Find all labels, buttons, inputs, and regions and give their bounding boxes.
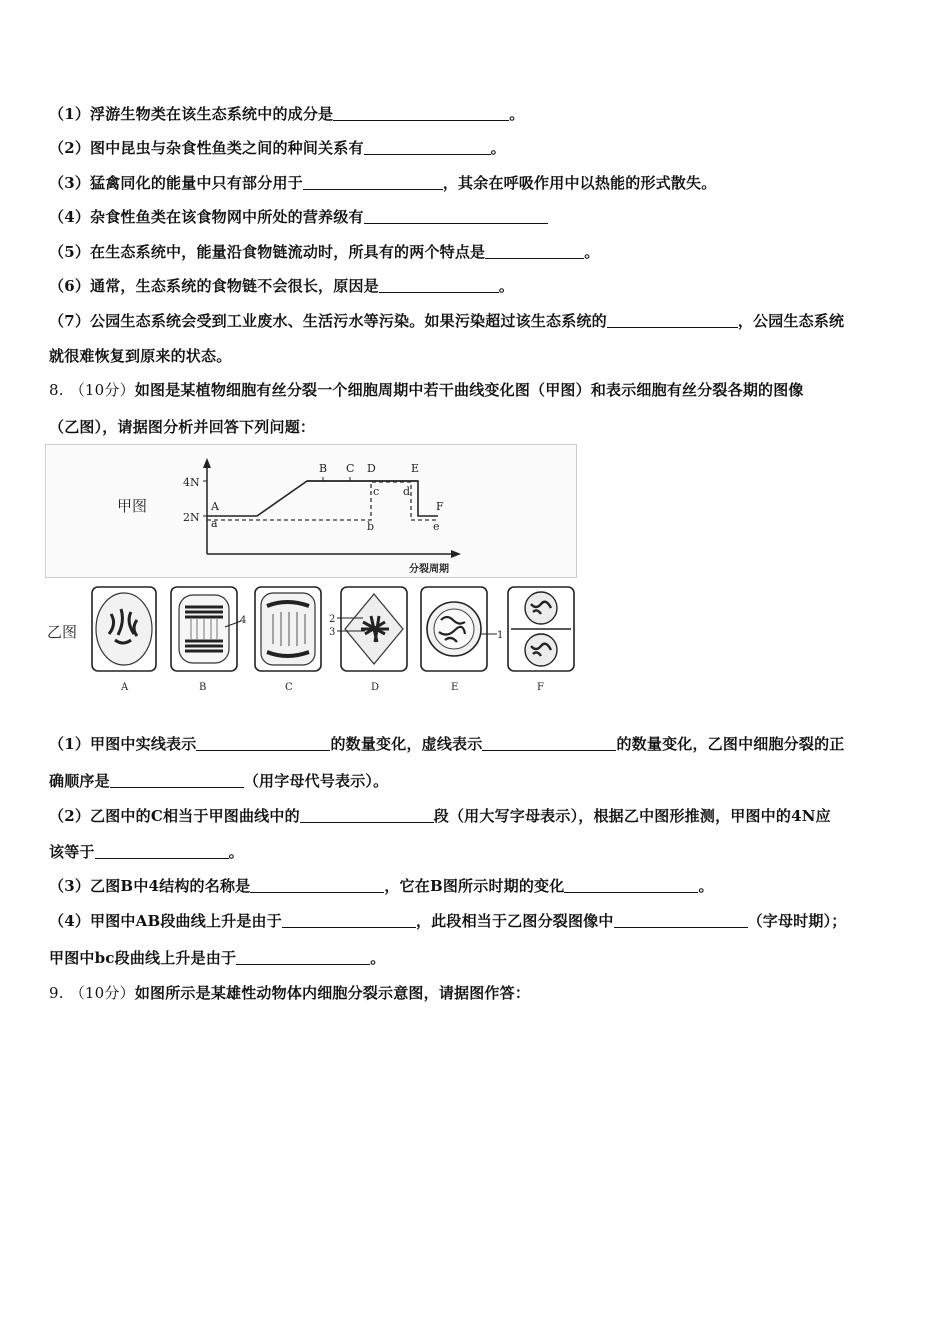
structure-3: 3: [329, 627, 336, 638]
y-tick-2n: 2N: [183, 511, 200, 524]
cell-label-B: B: [199, 682, 207, 693]
answer-blank[interactable]: [482, 736, 616, 751]
point-B: B: [319, 462, 328, 475]
x-axis-label: 分裂周期: [409, 564, 449, 575]
answer-blank[interactable]: [485, 244, 584, 259]
q9-stem: 9. （10分）如图所示是某雄性动物体内细胞分裂示意图，请据图作答：: [49, 984, 531, 1002]
cell-A: [92, 587, 156, 671]
point-b: b: [367, 520, 375, 533]
q7-part-4: （4）杂食性鱼类在该食物网中所处的营养级有: [49, 206, 548, 227]
q7-part-1-text: （1）浮游生物类在该生态系统中的成分是: [49, 105, 334, 123]
answer-blank[interactable]: [379, 278, 499, 293]
point-A: A: [211, 500, 219, 513]
point-C: C: [346, 462, 355, 475]
q8-part-1-cont: 确顺序是 （用字母代号表示）。: [49, 772, 389, 790]
q8-part-1: （1）甲图中实线表示 的数量变化，虚线表示 的数量变化，乙图中细胞分裂的正: [49, 735, 845, 753]
q7-part-1: （1）浮游生物类在该生态系统中的成分是 。: [49, 105, 525, 123]
q7-part-6: （6）通常，生态系统的食物链不会很长，原因是 。: [49, 277, 515, 295]
answer-blank[interactable]: [614, 913, 748, 928]
point-c: c: [373, 485, 380, 498]
cell-C: [255, 587, 321, 671]
cell-label-C: C: [285, 682, 293, 693]
answer-blank[interactable]: [364, 140, 491, 155]
answer-blank[interactable]: [607, 313, 738, 328]
answer-blank[interactable]: [364, 209, 548, 224]
q8-part-4: （4）甲图中AB段曲线上升是由于 ，此段相当于乙图分裂图像中 （字母时期）；: [49, 912, 847, 930]
cell-F: [508, 587, 574, 671]
answer-blank[interactable]: [236, 950, 370, 965]
structure-2: 2: [329, 614, 336, 625]
cell-B: [171, 587, 241, 671]
q7-part-3: （3）猛禽同化的能量中只有部分用于 ，其余在呼吸作用中以热能的形式散失。: [49, 174, 717, 192]
point-E: E: [411, 462, 420, 475]
answer-blank[interactable]: [110, 773, 244, 788]
point-a: a: [211, 517, 218, 530]
q7-part-7-cont: 就很难恢复到原来的状态。: [49, 347, 232, 365]
q8-part-2: （2）乙图中的C相当于甲图曲线中的 段（用大写字母表示），根据乙中图形推测，甲图中的4N应: [49, 807, 831, 825]
q8-stem-cont: （乙图），请据图分析并回答下列问题：: [49, 418, 316, 436]
answer-blank[interactable]: [282, 913, 416, 928]
point-F: F: [436, 500, 444, 513]
cell-label-E: E: [451, 682, 459, 693]
cell-D: [341, 587, 407, 671]
q8-part-3: （3）乙图B中4结构的名称是 ，它在B图所示时期的变化 。: [49, 877, 714, 895]
answer-blank[interactable]: [564, 878, 698, 893]
q8-score: （10分）: [69, 381, 135, 399]
answer-blank[interactable]: [95, 844, 229, 859]
q7-part-2: （2）图中昆虫与杂食性鱼类之间的种间关系有 。: [49, 139, 506, 157]
cell-division-figure: [45, 444, 580, 699]
point-D: D: [367, 462, 376, 475]
q9-number: 9.: [49, 984, 64, 1002]
q8-stem: 8. （10分）如图是某植物细胞有丝分裂一个细胞周期中若干曲线变化图（甲图）和表示细胞有丝分裂各期的图像: [49, 381, 804, 399]
q8-part-4-cont: 甲图中bc段曲线上升是由于 。: [49, 949, 386, 967]
y-tick-4n: 4N: [183, 476, 200, 489]
point-e: e: [433, 520, 440, 533]
answer-blank[interactable]: [300, 808, 434, 823]
q8-number: 8.: [49, 381, 64, 399]
q7-part-5: （5）在生态系统中，能量沿食物链流动时，所具有的两个特点是 。: [49, 243, 600, 261]
structure-4: 4: [240, 615, 247, 626]
q8-part-2-cont: 该等于 。: [49, 843, 244, 861]
point-d: d: [403, 485, 411, 498]
cell-E: [421, 587, 497, 671]
cell-label-F: F: [537, 682, 544, 693]
cell-label-A: A: [121, 682, 129, 693]
jia-label: 甲图: [117, 497, 148, 515]
answer-blank[interactable]: [303, 175, 443, 190]
structure-1: 1: [497, 630, 504, 641]
q9-score: （10分）: [69, 984, 135, 1002]
cell-label-D: D: [371, 682, 380, 693]
answer-blank[interactable]: [333, 106, 509, 121]
answer-blank[interactable]: [196, 736, 330, 751]
q7-part-7: （7）公园生态系统会受到工业废水、生活污水等污染。如果污染超过该生态系统的 ，公园生态系统: [49, 312, 845, 330]
yi-label: 乙图: [47, 623, 78, 641]
answer-blank[interactable]: [250, 878, 384, 893]
